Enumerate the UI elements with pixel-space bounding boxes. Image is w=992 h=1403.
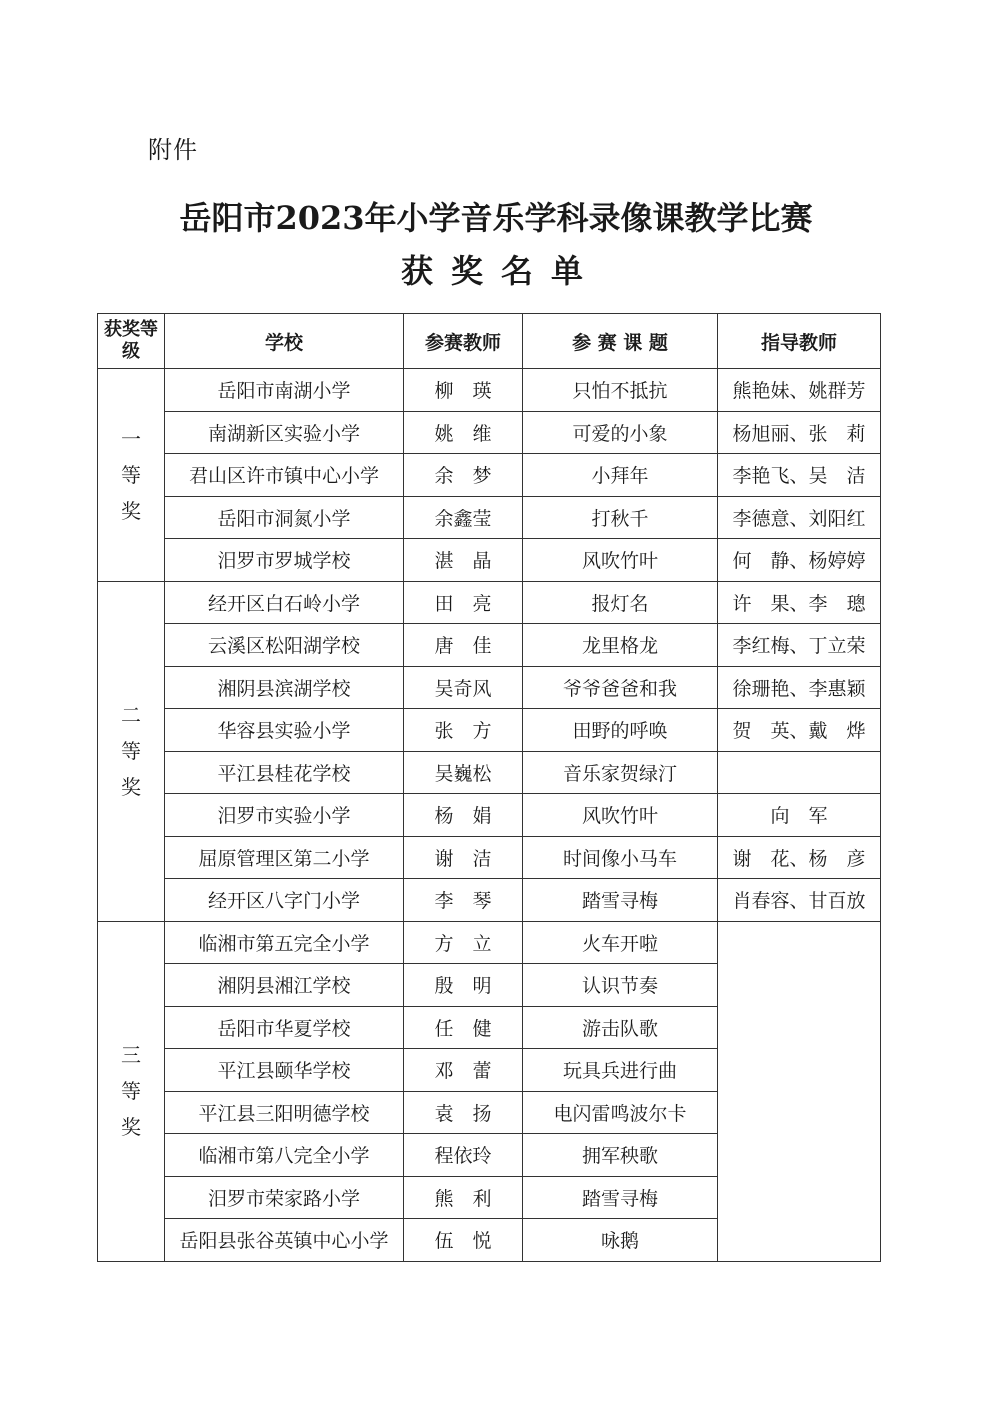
topic-cell: 音乐家贺绿汀 [523, 751, 718, 794]
teacher-cell: 伍 悦 [404, 1219, 523, 1262]
table-row [98, 836, 881, 879]
header-mentor: 指导教师 [718, 314, 881, 369]
award-level-label: 三等奖 [121, 1043, 141, 1139]
teacher-cell: 杨 娟 [404, 794, 523, 837]
school-cell: 平江县三阳明德学校 [165, 1091, 404, 1134]
teacher-cell: 张 方 [404, 709, 523, 752]
topic-cell: 龙里格龙 [523, 624, 718, 667]
school-cell: 平江县颐华学校 [165, 1049, 404, 1092]
school-cell: 云溪区松阳湖学校 [165, 624, 404, 667]
mentor-cell: 何 静、杨婷婷 [718, 539, 881, 582]
table-row [98, 624, 881, 667]
topic-cell: 风吹竹叶 [523, 794, 718, 837]
teacher-cell: 邓 蕾 [404, 1049, 523, 1092]
topic-cell: 报灯名 [523, 581, 718, 624]
school-cell: 临湘市第八完全小学 [165, 1134, 404, 1177]
table-row [98, 411, 881, 454]
topic-cell: 玩具兵进行曲 [523, 1049, 718, 1092]
header-level: 获奖等级 [98, 314, 165, 369]
teacher-cell: 湛 晶 [404, 539, 523, 582]
award-table-header [98, 314, 881, 369]
mentor-cell: 熊艳妹、姚群芳 [718, 369, 881, 412]
mentor-cell: 徐珊艳、李惠颖 [718, 666, 881, 709]
school-cell: 汨罗市实验小学 [165, 794, 404, 837]
teacher-cell: 程依玲 [404, 1134, 523, 1177]
table-row [98, 666, 881, 709]
teacher-cell: 方 立 [404, 921, 523, 964]
document-subtitle: 获奖名单 [400, 252, 601, 290]
topic-cell: 咏鹅 [523, 1219, 718, 1262]
mentor-cell: 肖春容、甘百放 [718, 879, 881, 922]
header-teacher: 参赛教师 [404, 314, 523, 369]
award-level-label: 一等奖 [121, 426, 141, 523]
teacher-cell: 任 健 [404, 1006, 523, 1049]
school-cell: 南湖新区实验小学 [165, 411, 404, 454]
topic-cell: 打秋千 [523, 496, 718, 539]
mentor-cell: 李德意、刘阳红 [718, 496, 881, 539]
teacher-cell: 殷 明 [404, 964, 523, 1007]
mentor-cell: 李红梅、丁立荣 [718, 624, 881, 667]
table-row [98, 794, 881, 837]
mentor-cell: 向 军 [718, 794, 881, 837]
teacher-cell: 袁 扬 [404, 1091, 523, 1134]
teacher-cell: 熊 利 [404, 1176, 523, 1219]
topic-cell: 可爱的小象 [523, 411, 718, 454]
teacher-cell: 李 琴 [404, 879, 523, 922]
teacher-cell: 田 亮 [404, 581, 523, 624]
school-cell: 临湘市第五完全小学 [165, 921, 404, 964]
school-cell: 经开区八字门小学 [165, 879, 404, 922]
table-row [98, 879, 881, 922]
school-cell: 经开区白石岭小学 [165, 581, 404, 624]
header-topic: 参 赛 课 题 [523, 314, 718, 369]
table-row [98, 369, 881, 412]
school-cell: 华容县实验小学 [165, 709, 404, 752]
school-cell: 汨罗市罗城学校 [165, 539, 404, 582]
school-cell: 汨罗市荣家路小学 [165, 1176, 404, 1219]
teacher-cell: 姚 维 [404, 411, 523, 454]
document-title: 岳阳市2023年小学音乐学科录像课教学比赛 [179, 199, 813, 237]
school-cell: 岳阳县张谷英镇中心小学 [165, 1219, 404, 1262]
school-cell: 湘阴县湘江学校 [165, 964, 404, 1007]
attachment-label: 附件 [148, 136, 198, 164]
teacher-cell: 唐 佳 [404, 624, 523, 667]
award-level-cell [98, 581, 165, 921]
topic-cell: 田野的呼唤 [523, 709, 718, 752]
school-cell: 岳阳市南湖小学 [165, 369, 404, 412]
table-row [98, 751, 881, 794]
topic-cell: 踏雪寻梅 [523, 1176, 718, 1219]
topic-cell: 时间像小马车 [523, 836, 718, 879]
school-cell: 屈原管理区第二小学 [165, 836, 404, 879]
award-level-cell [98, 921, 165, 1261]
award-level-label: 二等奖 [121, 703, 141, 799]
table-row [98, 581, 881, 624]
school-cell: 平江县桂花学校 [165, 751, 404, 794]
school-cell: 岳阳市洞氮小学 [165, 496, 404, 539]
school-cell: 湘阴县滨湖学校 [165, 666, 404, 709]
topic-cell: 火车开啦 [523, 921, 718, 964]
topic-cell: 风吹竹叶 [523, 539, 718, 582]
topic-cell: 认识节奏 [523, 964, 718, 1007]
mentor-cell: 许 果、李 璁 [718, 581, 881, 624]
school-cell: 君山区许市镇中心小学 [165, 454, 404, 497]
mentor-cell: 杨旭丽、张 莉 [718, 411, 881, 454]
table-row [98, 921, 881, 964]
teacher-cell: 吴巍松 [404, 751, 523, 794]
topic-cell: 电闪雷鸣波尔卡 [523, 1091, 718, 1134]
topic-cell: 只怕不抵抗 [523, 369, 718, 412]
school-cell: 岳阳市华夏学校 [165, 1006, 404, 1049]
topic-cell: 游击队歌 [523, 1006, 718, 1049]
table-row [98, 709, 881, 752]
topic-cell: 小拜年 [523, 454, 718, 497]
award-table [97, 313, 881, 1262]
mentor-cell: 李艳飞、吴 洁 [718, 454, 881, 497]
table-row [98, 454, 881, 497]
award-table-body [98, 369, 881, 1262]
award-level-cell [98, 369, 165, 582]
topic-cell: 拥军秧歌 [523, 1134, 718, 1177]
topic-cell: 爷爷爸爸和我 [523, 666, 718, 709]
topic-cell: 踏雪寻梅 [523, 879, 718, 922]
table-row [98, 496, 881, 539]
teacher-cell: 余 梦 [404, 454, 523, 497]
mentor-cell: 贺 英、戴 烨 [718, 709, 881, 752]
teacher-cell: 余鑫莹 [404, 496, 523, 539]
mentor-cell: 谢 花、杨 彦 [718, 836, 881, 879]
header-school: 学校 [165, 314, 404, 369]
teacher-cell: 谢 洁 [404, 836, 523, 879]
table-row [98, 539, 881, 582]
header-row [98, 314, 881, 369]
mentor-cell [718, 921, 881, 1261]
teacher-cell: 吴奇风 [404, 666, 523, 709]
teacher-cell: 柳 瑛 [404, 369, 523, 412]
mentor-cell [718, 751, 881, 794]
